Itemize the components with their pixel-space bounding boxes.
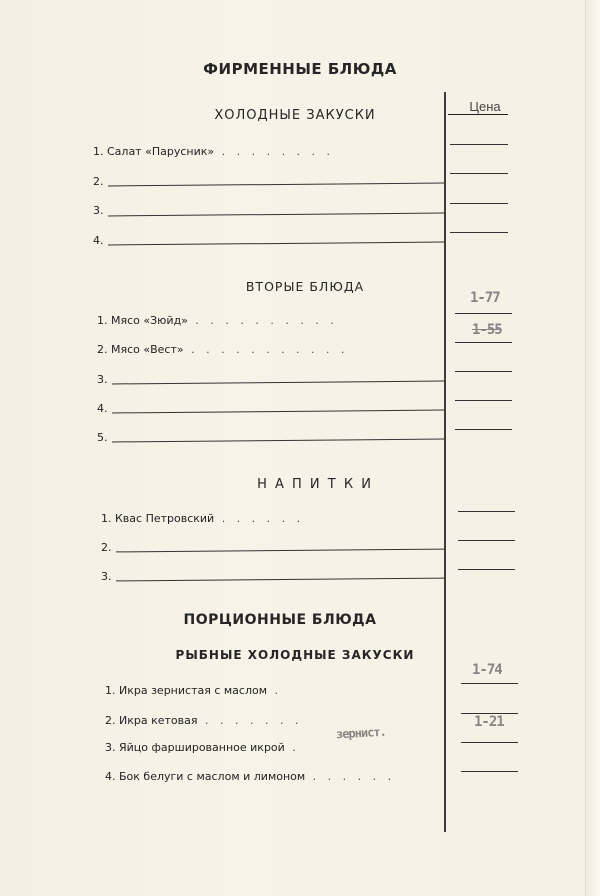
menu-item-label: 1. Квас Петровский: [101, 512, 215, 525]
menu-item-label: 3. Яйцо фаршированное икрой: [105, 741, 285, 754]
page-title: ФИРМЕННЫЕ БЛЮДА: [203, 60, 397, 78]
price-stamp-fish-2: 1-21: [474, 714, 504, 730]
dot-leader: . . . . . . . .: [214, 145, 335, 158]
price-line: [450, 203, 508, 204]
price-line: [458, 511, 515, 512]
section-heading-drinks: Н А П И Т К И: [257, 477, 373, 492]
price-line: [458, 569, 515, 570]
menu-item-cold-2: 2.: [93, 175, 104, 188]
price-line: [461, 713, 518, 714]
price-stamp-fish-1: 1-74: [472, 662, 502, 678]
menu-item-label: 1. Икра зернистая с маслом: [105, 684, 268, 697]
price-line: [461, 742, 518, 743]
price-line: [455, 429, 512, 430]
price-line: [450, 173, 508, 174]
page-edge: [585, 0, 600, 896]
section-heading-cold: ХОЛОДНЫЕ ЗАКУСКИ: [214, 108, 376, 123]
dot-leader: . . . . . . . . . . .: [183, 343, 349, 356]
portion-title: ПОРЦИОННЫЕ БЛЮДА: [183, 612, 377, 628]
price-stamp-mains-2: 1-55: [472, 322, 502, 338]
price-line: [450, 232, 508, 233]
blank-line: [108, 213, 444, 217]
menu-item-drinks-3: 3.: [101, 570, 112, 583]
menu-item-mains-5: 5.: [97, 431, 108, 444]
blank-line: [108, 183, 444, 187]
section-heading-fish: РЫБНЫЕ ХОЛОДНЫЕ ЗАКУСКИ: [175, 648, 415, 662]
menu-item-mains-4: 4.: [97, 402, 108, 415]
stamp-note: зернист.: [335, 724, 387, 742]
dot-leader: . . . . . .: [305, 770, 396, 783]
menu-item-mains-3: 3.: [97, 373, 108, 386]
price-line: [455, 342, 512, 343]
menu-item-drinks-2: 2.: [101, 541, 112, 554]
menu-item-label: 2. Икра кетовая: [105, 714, 198, 727]
blank-line: [116, 549, 444, 553]
price-column-divider: [444, 92, 446, 832]
menu-item-fish-2: [105, 714, 302, 727]
blank-line: [112, 410, 444, 414]
price-stamp-mains-1: 1-77: [470, 290, 500, 306]
menu-item-fish-1: [105, 684, 282, 697]
price-column-header: Цена: [469, 99, 501, 114]
price-line: [461, 771, 518, 772]
menu-item-label: 1. Салат «Парусник»: [93, 145, 215, 158]
menu-item-cold-3: 3.: [93, 204, 104, 217]
menu-item-fish-3: [105, 741, 300, 754]
menu-item-fish-4: [105, 770, 395, 783]
price-line: [458, 540, 515, 541]
dot-leader: . . . . . . . . . .: [187, 314, 338, 327]
price-line: [455, 313, 512, 314]
price-line: [461, 683, 518, 684]
section-heading-mains: ВТОРЫЕ БЛЮДА: [245, 279, 365, 294]
price-line: [450, 144, 508, 145]
menu-item-drinks-1: [101, 512, 304, 525]
blank-line: [116, 578, 444, 582]
menu-item-cold-1: [93, 145, 334, 158]
dot-leader: .: [284, 741, 300, 754]
menu-item-mains-2: [97, 343, 349, 356]
blank-line: [112, 439, 444, 443]
price-line: [455, 371, 512, 372]
price-line: [455, 400, 512, 401]
dot-leader: . . . . . .: [214, 512, 305, 525]
menu-item-label: 1. Мясо «Зюйд»: [97, 314, 188, 327]
dot-leader: . . . . . . .: [197, 714, 303, 727]
menu-item-mains-1: [97, 314, 338, 327]
menu-item-label: 4. Бок белуги с маслом и лимоном: [105, 770, 306, 783]
blank-line: [112, 381, 444, 385]
blank-line: [108, 242, 444, 246]
price-header-underline: [448, 114, 508, 115]
menu-item-cold-4: 4.: [93, 234, 104, 247]
menu-item-label: 2. Мясо «Вест»: [97, 343, 184, 356]
dot-leader: .: [267, 684, 283, 697]
